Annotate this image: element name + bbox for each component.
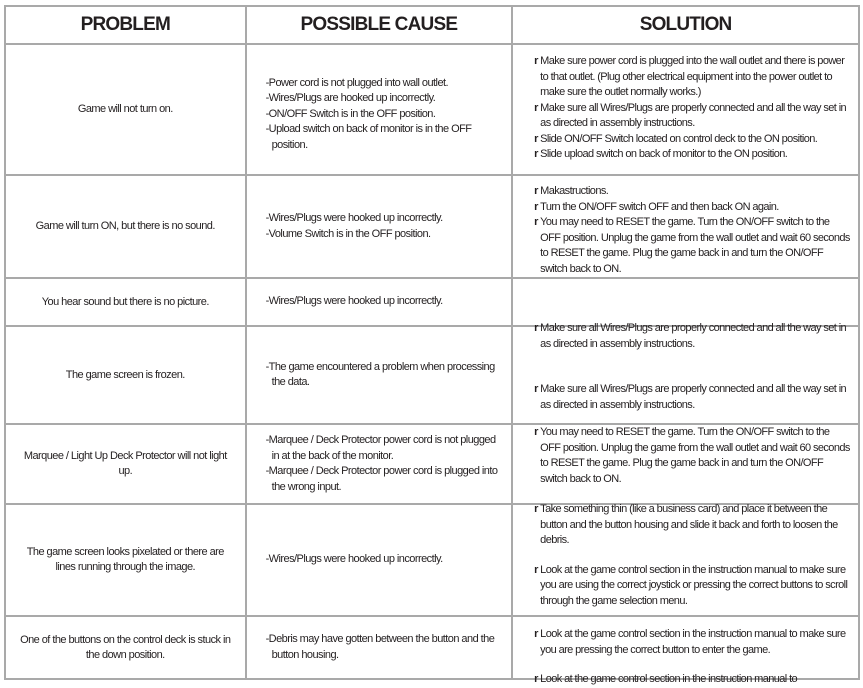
cause-line: -Wires/Plugs are hooked up incorrectly. xyxy=(265,92,436,105)
problem-cell xyxy=(5,175,246,278)
problem-text: Marquee / Light Up Deck Protector will not light up. xyxy=(23,450,227,477)
solution-item: r Look at the game control section in the instruction manual to make sure you are pressing the correct button to enter the game. xyxy=(534,628,846,656)
solution-cell xyxy=(512,504,859,616)
solution-cell xyxy=(512,175,859,278)
problem-text: You hear sound but there is no picture. xyxy=(41,295,209,308)
solution-item: r Make sure all Wires/Plugs are properly connected and all the way set in as directed in assembly instructions. xyxy=(534,101,847,129)
solution-cell xyxy=(512,616,859,685)
cause-cell xyxy=(246,44,513,175)
checkbox-bullet-icon: r xyxy=(534,216,538,228)
solution-item: r Make sure power cord is plugged into the wall outlet and there is power to that outlet. (Plug other electrical equipment into the power outlet to make sure the outlet normally works.) xyxy=(534,55,845,98)
checkbox-bullet-icon: r xyxy=(534,322,538,334)
checkbox-bullet-icon: r xyxy=(534,148,538,160)
header-possible-cause: POSSIBLE CAUSE xyxy=(246,6,513,44)
header-row xyxy=(5,6,859,44)
problem-cell xyxy=(5,504,246,616)
checkbox-bullet-icon: r xyxy=(534,673,538,685)
solution-cell xyxy=(512,322,859,424)
solution-item: r You may need to RESET the game. Turn the ON/OFF switch to the OFF position. Unplug the game from the wall outlet and wait 60 seconds to RESET the game. Plug the game back in and turn the ON/OFF switch back to ON. xyxy=(534,216,850,275)
problem-cell xyxy=(5,278,246,326)
cause-cell xyxy=(246,504,513,616)
cause-cell xyxy=(246,278,513,326)
cause-line: -ON/OFF Switch is in the OFF position. xyxy=(265,107,436,120)
checkbox-bullet-icon: r xyxy=(534,200,538,213)
header-solution: SOLUTION xyxy=(512,6,859,44)
table-row xyxy=(5,175,859,278)
solution-item: r Slide upload switch on back of monitor to the ON position. xyxy=(534,147,850,163)
table-row xyxy=(5,326,859,424)
problem-text: Game will not turn on. xyxy=(77,103,173,115)
table-row xyxy=(5,616,859,679)
cause-cell xyxy=(246,326,513,424)
table-row xyxy=(5,278,859,326)
problem-text: The game screen looks pixelated or there are lines running through the image. xyxy=(26,546,224,573)
checkbox-bullet-icon: r xyxy=(534,628,538,640)
cause-line: -Debris may have gotten between the button and the button housing. xyxy=(265,633,495,661)
checkbox-bullet-icon: r xyxy=(534,383,538,395)
solution-item: r Make sure all Wires/Plugs are properly connected and all the way set in as directed in assembly instructions. xyxy=(534,383,847,411)
checkbox-bullet-icon: r xyxy=(534,426,538,438)
problem-cell xyxy=(5,616,246,679)
checkbox-bullet-icon: r xyxy=(534,503,538,515)
solution-cell xyxy=(512,278,859,326)
cause-line: -Wires/Plugs were hooked up incorrectly. xyxy=(265,295,443,308)
problem-cell xyxy=(5,44,246,175)
problem-cell xyxy=(5,326,246,424)
solution-item: r You may need to RESET the game. Turn the ON/OFF switch to the OFF position. Unplug the game from the wall outlet and wait 60 seconds to RESET the game. Plug the game back in and turn the ON/OFF switch back to ON. xyxy=(534,426,850,485)
solution-item: r Look at the game control section in the instruction manual to xyxy=(534,672,850,688)
table-row xyxy=(5,504,859,616)
problem-cell xyxy=(5,424,246,504)
troubleshooting-table xyxy=(4,5,860,685)
problem-text: Game will turn ON, but there is no sound. xyxy=(35,220,215,232)
solution-cell xyxy=(512,424,859,504)
table-row xyxy=(5,44,859,175)
checkbox-bullet-icon: r xyxy=(534,563,538,576)
solution-cell xyxy=(512,44,859,175)
cause-line: -Wires/Plugs were hooked up incorrectly. xyxy=(265,553,443,566)
solution-item: r Turn the ON/OFF switch OFF and then back ON again. xyxy=(534,200,850,216)
cause-cell xyxy=(246,175,513,278)
problem-text: The game screen is frozen. xyxy=(65,368,185,381)
cause-line: -Power cord is not plugged into wall outlet. xyxy=(265,76,449,89)
cause-line: -Marquee / Deck Protector power cord is plugged into the wrong input. xyxy=(265,465,498,493)
cause-line: -Volume Switch is in the OFF position. xyxy=(265,227,431,240)
solution-item: r Makastructions. xyxy=(534,184,850,200)
cause-line: -Wires/Plugs were hooked up incorrectly. xyxy=(265,212,443,224)
checkbox-bullet-icon: r xyxy=(534,55,538,67)
header-problem: PROBLEM xyxy=(5,6,246,44)
table-row xyxy=(5,424,859,504)
solution-item: r Look at the game control section in the instruction manual to make sure you are using the correct joystick or pressing the correct buttons to scroll through the game selection menu. xyxy=(534,563,848,607)
checkbox-bullet-icon: r xyxy=(534,101,538,114)
solution-item: r Make sure all Wires/Plugs are properly connected and all the way set in as directed in assembly instructions. xyxy=(534,322,847,350)
cause-cell xyxy=(246,424,513,504)
checkbox-bullet-icon: r xyxy=(534,132,538,145)
solution-item: r Take something thin (like a business card) and place it between the button and the button housing and slide it back and forth to loosen the debris. xyxy=(534,503,838,546)
cause-line: -Marquee / Deck Protector power cord is not plugged in at the back of the monitor. xyxy=(265,434,496,462)
cause-cell xyxy=(246,616,513,679)
cause-line: -Upload switch on back of monitor is in the OFF position. xyxy=(265,123,472,151)
problem-text: One of the buttons on the control deck is stuck in the down position. xyxy=(20,633,231,661)
solution-item: r Slide ON/OFF Switch located on control deck to the ON position. xyxy=(534,132,850,148)
checkbox-bullet-icon: r xyxy=(534,185,538,197)
cause-line: -The game encountered a problem when processing the data. xyxy=(265,360,495,388)
